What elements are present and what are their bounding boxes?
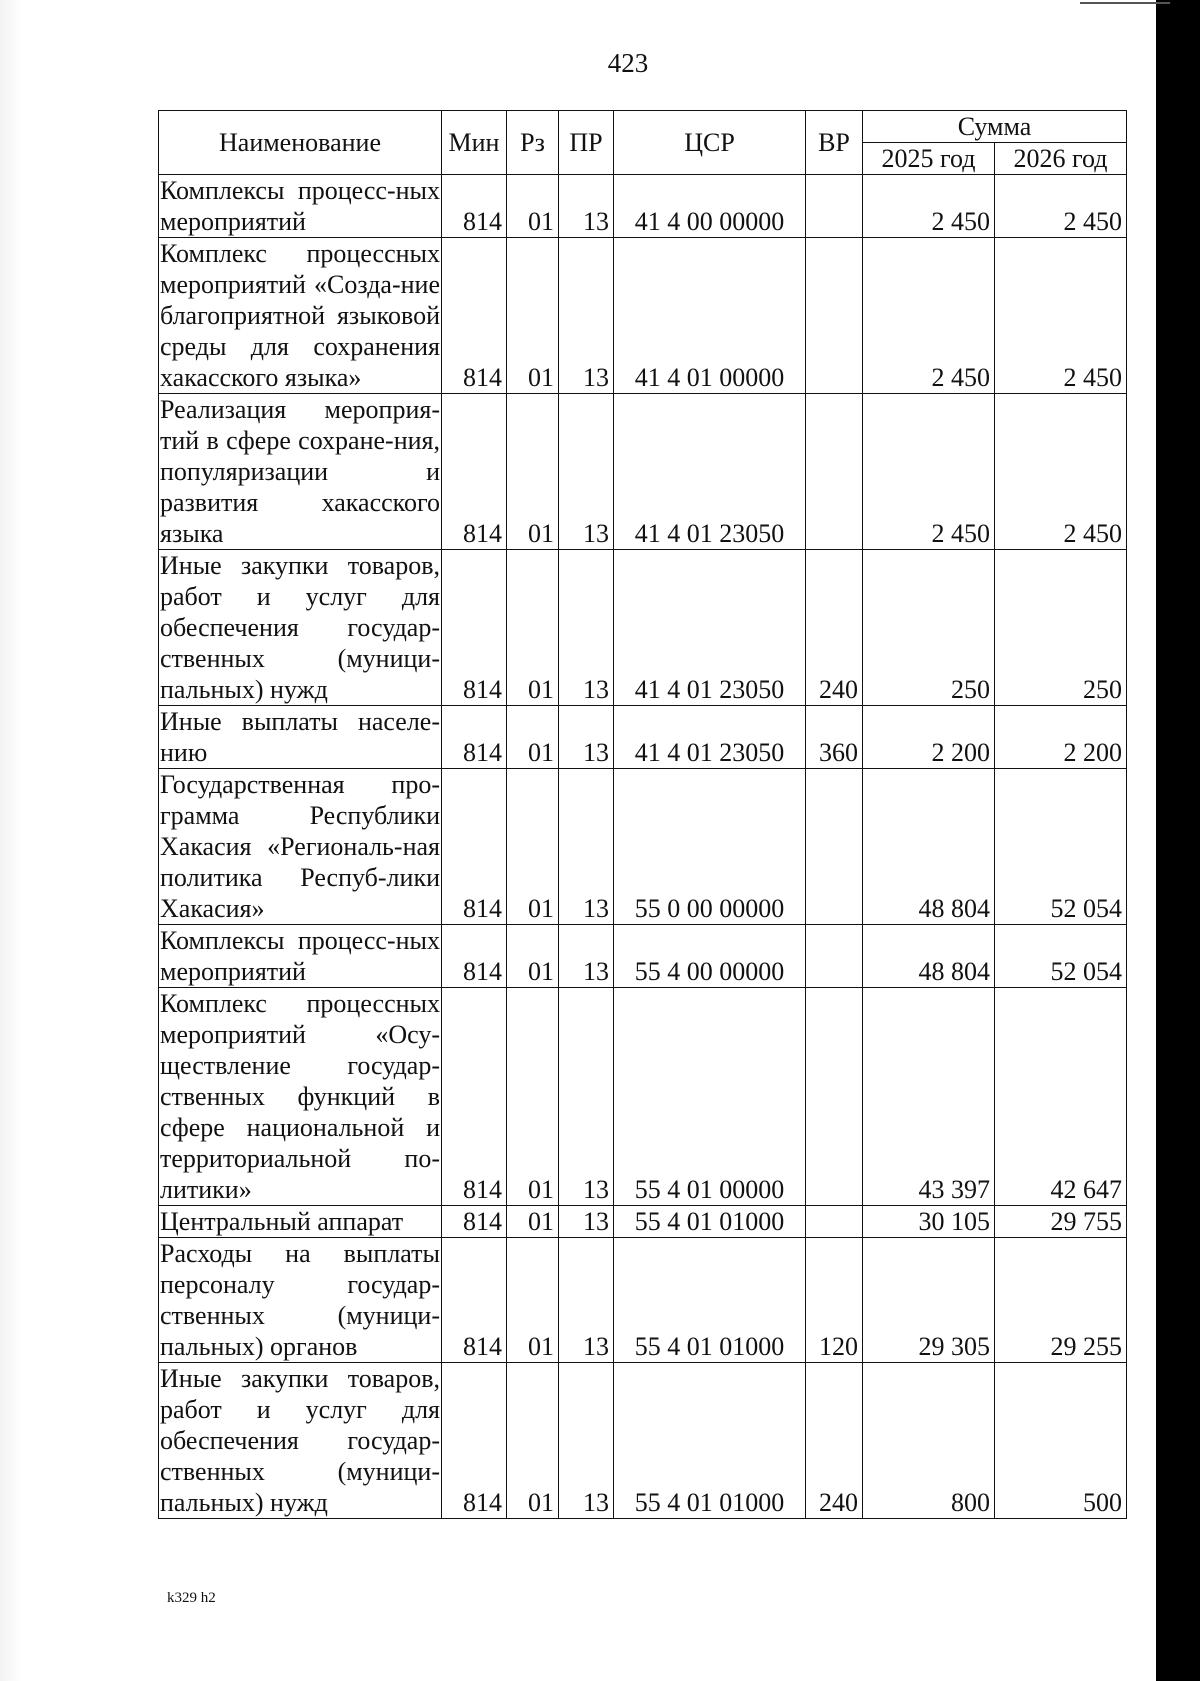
cell-pr: 13 <box>559 1238 614 1363</box>
cell-pr: 13 <box>559 1363 614 1519</box>
header-name: Наименование <box>159 111 442 175</box>
table-row <box>159 706 1127 769</box>
cell-pr: 13 <box>559 175 614 238</box>
table-row <box>159 175 1127 238</box>
cell-min: 814 <box>442 1238 507 1363</box>
cell-2025: 29 305 <box>863 1238 995 1363</box>
table-row <box>159 988 1127 1206</box>
budget-table <box>158 110 1127 1519</box>
cell-2025: 48 804 <box>863 925 995 988</box>
cell-pr: 13 <box>559 988 614 1206</box>
cell-name: Комплексы процесс-ных мероприятий <box>160 926 440 986</box>
cell-vr <box>806 1206 863 1238</box>
table-row <box>159 238 1127 394</box>
cell-vr: 240 <box>806 550 863 706</box>
cell-2026: 250 <box>995 550 1127 706</box>
header-2026: 2026 год <box>995 143 1127 175</box>
scan-artifact-line <box>1080 2 1170 4</box>
cell-rz: 01 <box>507 238 559 394</box>
cell-csr: 55 0 00 00000 <box>614 769 806 925</box>
cell-vr <box>806 988 863 1206</box>
cell-2025: 30 105 <box>863 1206 995 1238</box>
cell-pr: 13 <box>559 925 614 988</box>
cell-csr: 41 4 01 00000 <box>614 238 806 394</box>
table-row <box>159 925 1127 988</box>
cell-rz: 01 <box>507 1363 559 1519</box>
cell-csr: 41 4 01 23050 <box>614 550 806 706</box>
cell-name: Комплекс процессных мероприятий «Осу-ществление государ-ственных функций в сфере национальной и территориальной по-литики» <box>160 989 440 1204</box>
cell-csr: 41 4 01 23050 <box>614 706 806 769</box>
cell-vr: 240 <box>806 1363 863 1519</box>
cell-csr: 55 4 01 01000 <box>614 1363 806 1519</box>
cell-vr: 120 <box>806 1238 863 1363</box>
cell-name: Государственная про-грамма Республики Хакасия «Региональ-ная политика Респуб-лики Хакасия» <box>160 770 440 923</box>
cell-vr <box>806 394 863 550</box>
cell-name: Иные закупки товаров, работ и услуг для обеспечения государ-ственных (муници-пальных) нужд <box>160 1364 440 1517</box>
header-sum: Сумма <box>863 111 1127 143</box>
cell-2025: 48 804 <box>863 769 995 925</box>
cell-2026: 2 450 <box>995 394 1127 550</box>
cell-rz: 01 <box>507 394 559 550</box>
cell-2025: 2 450 <box>863 175 995 238</box>
cell-2025: 2 450 <box>863 394 995 550</box>
cell-min: 814 <box>442 706 507 769</box>
table-row <box>159 550 1127 706</box>
cell-vr <box>806 925 863 988</box>
header-rz: Рз <box>507 111 559 175</box>
cell-min: 814 <box>442 1206 507 1238</box>
table-row <box>159 1206 1127 1238</box>
cell-rz: 01 <box>507 925 559 988</box>
cell-2025: 800 <box>863 1363 995 1519</box>
cell-pr: 13 <box>559 769 614 925</box>
cell-vr <box>806 175 863 238</box>
cell-2026: 42 647 <box>995 988 1127 1206</box>
cell-name: Реализация мероприя-тий в сфере сохране-ния, популяризации и развития хакасского языка <box>160 395 440 548</box>
cell-name: Расходы на выплаты персоналу государ-ственных (муници-пальных) органов <box>160 1239 440 1361</box>
cell-vr: 360 <box>806 706 863 769</box>
cell-2025: 2 200 <box>863 706 995 769</box>
cell-rz: 01 <box>507 550 559 706</box>
cell-vr <box>806 769 863 925</box>
cell-pr: 13 <box>559 238 614 394</box>
cell-2026: 52 054 <box>995 925 1127 988</box>
cell-name: Комплекс процессных мероприятий «Созда-ние благоприятной языковой среды для сохранения хакасского языка» <box>160 239 440 392</box>
cell-name: Иные выплаты населе-нию <box>160 707 440 767</box>
cell-2025: 43 397 <box>863 988 995 1206</box>
cell-min: 814 <box>442 175 507 238</box>
cell-name: Комплексы процесс-ных мероприятий <box>160 176 440 236</box>
header-pr: ПР <box>559 111 614 175</box>
cell-min: 814 <box>442 394 507 550</box>
cell-min: 814 <box>442 550 507 706</box>
budget-table-container <box>158 110 1127 1519</box>
cell-csr: 41 4 00 00000 <box>614 175 806 238</box>
cell-min: 814 <box>442 988 507 1206</box>
cell-2026: 2 450 <box>995 175 1127 238</box>
footer-code: k329 h2 <box>167 1590 216 1606</box>
cell-2025: 2 450 <box>863 238 995 394</box>
cell-rz: 01 <box>507 1206 559 1238</box>
cell-pr: 13 <box>559 706 614 769</box>
scan-edge-right <box>1156 0 1200 1681</box>
header-2025: 2025 год <box>863 143 995 175</box>
cell-vr <box>806 238 863 394</box>
cell-min: 814 <box>442 238 507 394</box>
cell-rz: 01 <box>507 1238 559 1363</box>
scan-margin-left <box>0 0 22 1681</box>
page-number: 423 <box>607 48 649 78</box>
table-row <box>159 1238 1127 1363</box>
cell-min: 814 <box>442 925 507 988</box>
cell-rz: 01 <box>507 175 559 238</box>
cell-2026: 2 200 <box>995 706 1127 769</box>
cell-rz: 01 <box>507 769 559 925</box>
cell-rz: 01 <box>507 988 559 1206</box>
cell-csr: 55 4 00 00000 <box>614 925 806 988</box>
header-vr: ВР <box>806 111 863 175</box>
cell-2026: 500 <box>995 1363 1127 1519</box>
cell-2026: 29 255 <box>995 1238 1127 1363</box>
cell-csr: 55 4 01 01000 <box>614 1206 806 1238</box>
cell-name: Иные закупки товаров, работ и услуг для обеспечения государ-ственных (муници-пальных) нужд <box>160 551 440 704</box>
cell-csr: 41 4 01 23050 <box>614 394 806 550</box>
cell-pr: 13 <box>559 550 614 706</box>
header-min: Мин <box>442 111 507 175</box>
cell-min: 814 <box>442 1363 507 1519</box>
cell-2026: 2 450 <box>995 238 1127 394</box>
cell-name: Центральный аппарат <box>159 1206 442 1238</box>
table-row <box>159 769 1127 925</box>
cell-2026: 52 054 <box>995 769 1127 925</box>
cell-pr: 13 <box>559 1206 614 1238</box>
table-row <box>159 1363 1127 1519</box>
cell-csr: 55 4 01 01000 <box>614 1238 806 1363</box>
cell-csr: 55 4 01 00000 <box>614 988 806 1206</box>
cell-2025: 250 <box>863 550 995 706</box>
cell-2026: 29 755 <box>995 1206 1127 1238</box>
cell-rz: 01 <box>507 706 559 769</box>
header-csr: ЦСР <box>614 111 806 175</box>
table-body <box>159 175 1127 1519</box>
cell-pr: 13 <box>559 394 614 550</box>
table-row <box>159 394 1127 550</box>
cell-min: 814 <box>442 769 507 925</box>
